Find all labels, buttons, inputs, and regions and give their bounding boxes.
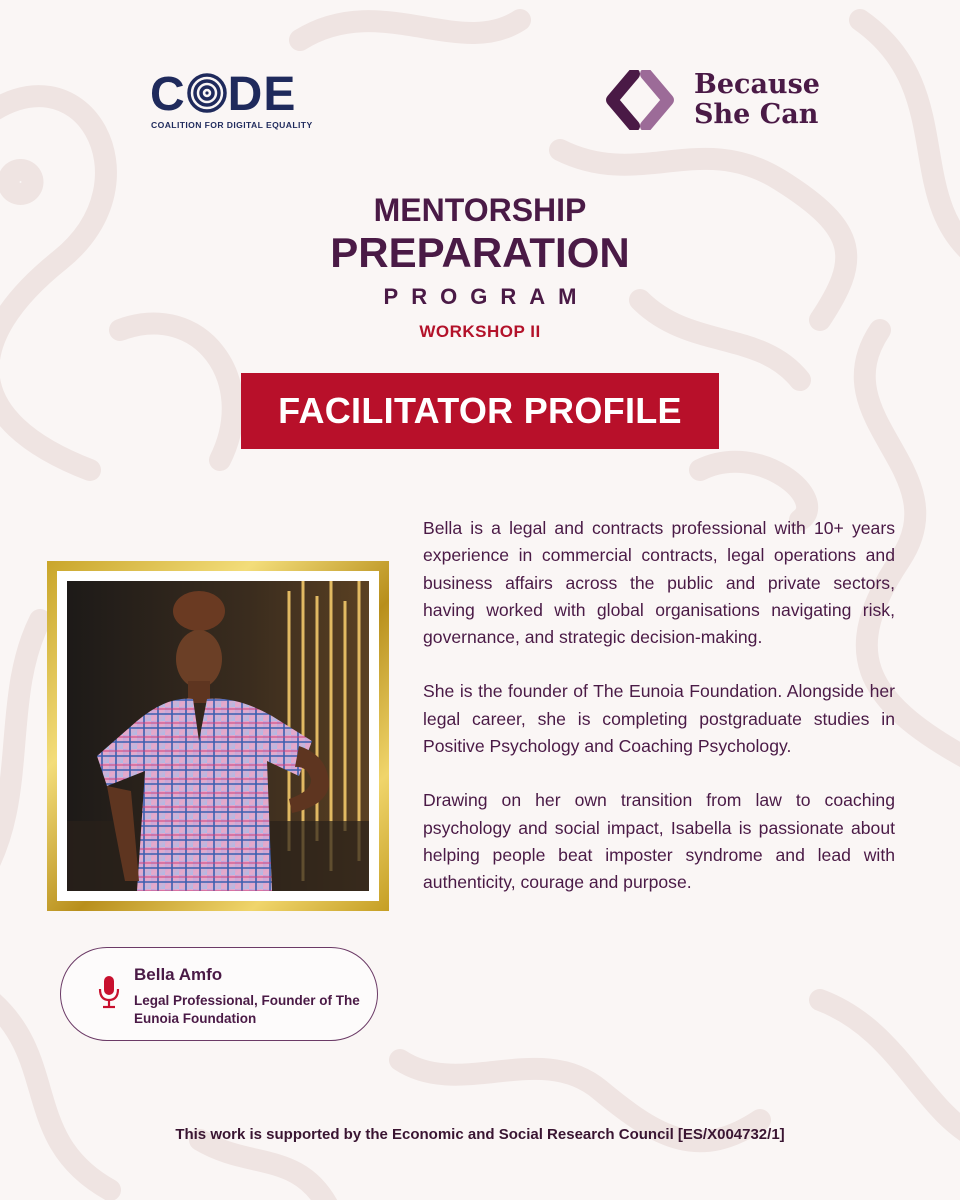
code-logo-word: C DE xyxy=(150,68,297,121)
speaker-name: Bella Amfo xyxy=(134,965,223,984)
bsc-line1: Because xyxy=(694,69,820,100)
target-icon xyxy=(187,73,227,113)
chevrons-icon xyxy=(604,70,676,130)
facilitator-bio xyxy=(423,515,895,924)
code-logo xyxy=(150,68,313,132)
microphone-icon xyxy=(98,975,120,1009)
bsc-line2: She Can xyxy=(694,99,819,130)
code-tagline: COALITION FOR DIGITAL EQUALITY xyxy=(151,120,313,130)
speaker-role: Legal Professional, Founder of The Eunoia Foundation xyxy=(134,993,360,1026)
bio-paragraph: She is the founder of The Eunoia Foundation. Alongside her legal career, she is completing postgraduate studies in Positive Psychology and Coaching Psychology. xyxy=(423,681,895,757)
because-she-can-logo xyxy=(604,68,824,132)
bio-paragraph: Drawing on her own transition from law to coaching psychology and social impact, Isabella is passionate about helping people beat imposter syndrome and lead with authenticity, courage and purpose. xyxy=(423,790,895,893)
photo-gold-frame xyxy=(47,561,389,911)
facilitator-photo xyxy=(67,581,369,891)
funding-acknowledgement: This work is supported by the Economic and Social Research Council [ES/X004732/1] xyxy=(175,1126,785,1143)
speaker-name-card xyxy=(60,947,378,1041)
because-she-can-wordmark xyxy=(694,70,820,130)
title-program: PROGRAM xyxy=(383,284,590,309)
title-preparation: PREPARATION xyxy=(330,229,630,276)
photo-mat xyxy=(57,571,379,901)
workshop-label: WORKSHOP II xyxy=(419,322,541,341)
facilitator-profile-banner: FACILITATOR PROFILE xyxy=(241,373,719,449)
bio-paragraph: Bella is a legal and contracts professional with 10+ years experience in commercial contracts, legal operations and business affairs across the public and private sectors, having worked with global organisations navigating risk, governance, and strategic decision-making. xyxy=(423,518,895,648)
title-mentorship: MENTORSHIP xyxy=(373,192,587,228)
